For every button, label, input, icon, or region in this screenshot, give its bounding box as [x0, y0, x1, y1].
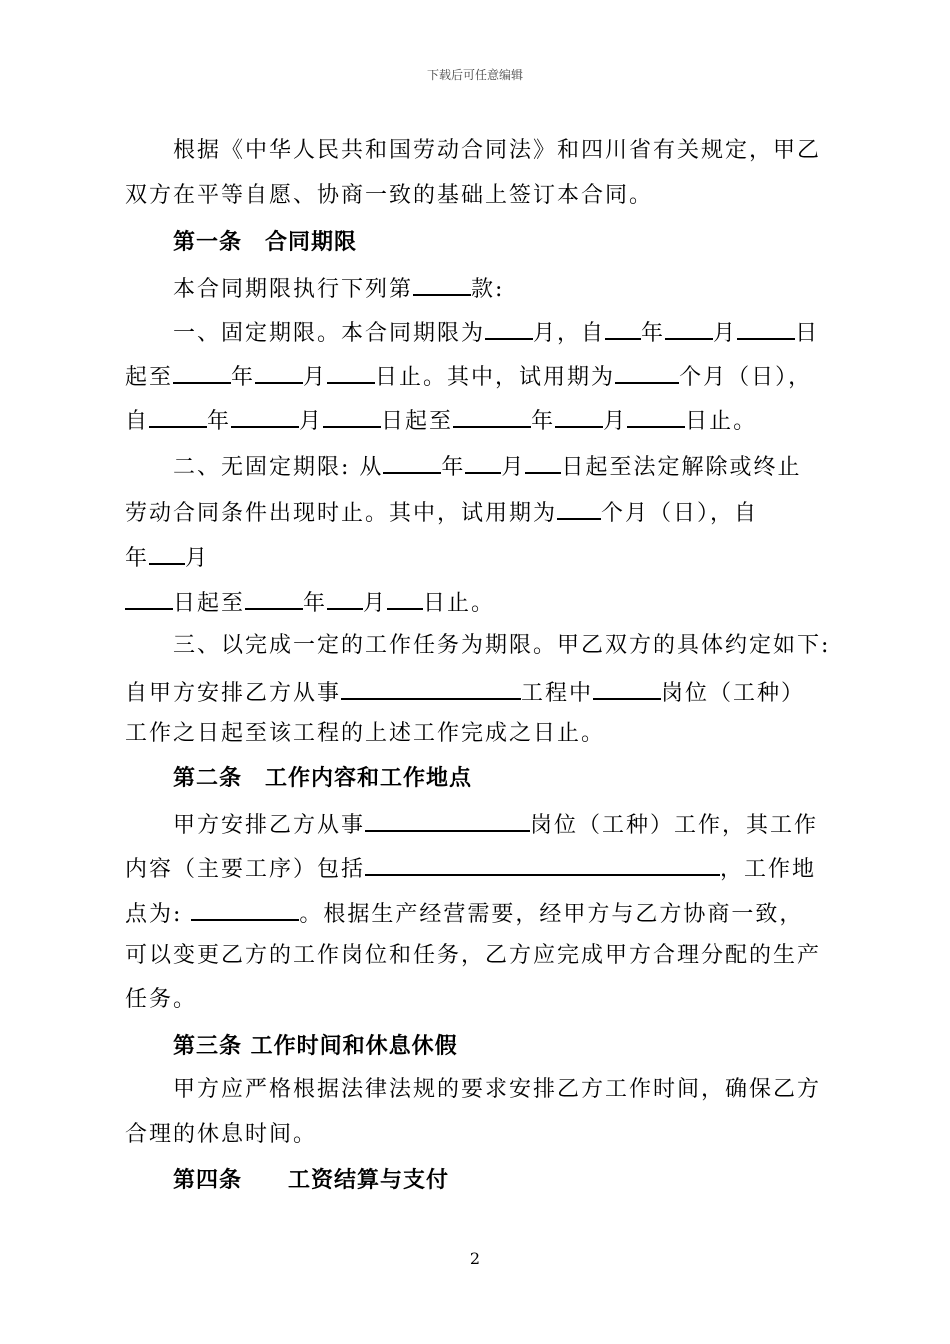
task-term-line-1: 三、以完成一定的工作任务为期限。甲乙双方的具体约定如下:: [173, 633, 831, 658]
page-header: 下载后可任意编辑: [426, 68, 523, 82]
article-2-heading: 第二条 工作内容和工作地点: [173, 765, 473, 791]
text-run: 年: [207, 409, 232, 434]
text-run: 月: [603, 409, 628, 434]
text-run: 自甲方安排乙方从事: [125, 681, 342, 706]
text-run: 日止。其中，试用期为: [375, 365, 616, 390]
text-run: 二、无固定期限: 从: [173, 455, 384, 480]
fill-blank: [341, 676, 521, 700]
fixed-term-line-2: [125, 360, 812, 392]
article-1-choose-line: [173, 272, 504, 304]
text-run: 年: [641, 321, 666, 346]
article-3-line-2: 合理的休息时间。: [125, 1122, 318, 1147]
fill-blank: [323, 404, 381, 428]
text-run: 起至: [125, 365, 174, 390]
article-2-line-1: [173, 808, 818, 840]
fill-blank: [605, 316, 641, 340]
text-run: 自: [125, 409, 150, 434]
fill-blank: [593, 676, 661, 700]
fill-blank: [191, 897, 299, 921]
fill-blank: [387, 586, 423, 610]
fixed-term-line-3: [125, 404, 757, 436]
fill-blank: [327, 586, 363, 610]
text-run: 年: [303, 591, 328, 616]
text-run: 月: [303, 365, 328, 390]
fill-blank: [627, 404, 685, 428]
text-run: 日: [795, 321, 820, 346]
fill-blank: [555, 404, 603, 428]
open-term-line-1: [173, 450, 801, 482]
fill-blank: [557, 496, 601, 520]
text-run: 年: [231, 365, 256, 390]
text-run: 日起至法定解除或终止: [561, 455, 802, 480]
article-2-line-4: 可以变更乙方的工作岗位和任务，乙方应完成甲方合理分配的生产: [125, 943, 822, 968]
fill-blank: [327, 360, 375, 384]
text-run: 日起至: [173, 591, 246, 616]
fill-blank: [231, 404, 299, 428]
text-run: 年: [441, 455, 466, 480]
text-run: 月: [185, 546, 210, 571]
fill-blank: [245, 586, 303, 610]
open-term-line-2: [125, 496, 758, 528]
fill-blank: [365, 852, 720, 876]
text-run: 个月（日），: [679, 365, 813, 390]
fill-blank: [149, 541, 185, 565]
text-run: 月，自: [533, 321, 606, 346]
fill-blank: [665, 316, 713, 340]
fill-blank: [615, 360, 679, 384]
text-run: 劳动合同条件出现时止。其中，试用期为: [125, 501, 558, 526]
page-number: 2: [469, 1249, 481, 1268]
text-run: 日起至: [381, 409, 454, 434]
text-run: 月: [299, 409, 324, 434]
fill-blank: [485, 316, 533, 340]
text-run: 甲方安排乙方从事: [173, 813, 366, 838]
text-run: 点为:: [125, 902, 192, 927]
fill-blank: [465, 450, 501, 474]
article-1-heading: 第一条 合同期限: [173, 229, 358, 255]
text-run: 内容（主要工序）包括: [125, 857, 366, 882]
text-run: 工程中: [521, 681, 594, 706]
fixed-term-line-1: [173, 316, 819, 348]
fill-blank: [173, 360, 231, 384]
text-run: 月: [713, 321, 738, 346]
open-term-line-4: [125, 586, 495, 618]
text-run: 日止。: [423, 591, 496, 616]
fill-blank: [125, 586, 173, 610]
text-run: 年: [125, 546, 150, 571]
text-run: 。根据生产经营需要，经甲方与乙方协商一致，: [299, 902, 804, 927]
text-run: 岗位（工种）工作，其工作: [530, 813, 819, 838]
text-run: 个月（日），自: [601, 501, 759, 526]
text-run: 年: [531, 409, 556, 434]
fill-blank: [365, 808, 530, 832]
text-run: 岗位（工种）: [661, 681, 806, 706]
text-run: 月: [363, 591, 388, 616]
fill-blank: [525, 450, 561, 474]
text-run: 一、固定期限。本合同期限为: [173, 321, 486, 346]
text-run: 款:: [471, 277, 505, 302]
article-4-heading: 第四条 工资结算与支付: [173, 1167, 450, 1193]
text-run: 月: [501, 455, 526, 480]
fill-blank: [149, 404, 207, 428]
article-3-line-1: 甲方应严格根据法律法规的要求安排乙方工作时间，确保乙方: [173, 1077, 822, 1102]
article-2-line-2: [125, 852, 816, 884]
text-run: 日止。: [685, 409, 758, 434]
fill-blank: [453, 404, 531, 428]
fill-blank: [383, 450, 441, 474]
text-run: 本合同期限执行下列第: [173, 277, 414, 302]
task-term-line-3: 工作之日起至该工程的上述工作完成之日止。: [125, 721, 606, 746]
intro-line-1: 根据《中华人民共和国劳动合同法》和四川省有关规定，甲乙: [173, 138, 822, 163]
intro-line-2: 双方在平等自愿、协商一致的基础上签订本合同。: [125, 183, 654, 208]
fill-blank: [255, 360, 303, 384]
article-2-line-5: 任务。: [125, 987, 198, 1012]
article-2-line-3: [125, 897, 803, 929]
article-3-heading: 第三条 工作时间和休息休假: [173, 1033, 458, 1059]
text-run: ，工作地: [720, 857, 817, 882]
open-term-line-3: [125, 541, 209, 573]
fill-blank: [737, 316, 795, 340]
task-term-line-2: [125, 676, 805, 708]
fill-blank: [413, 272, 471, 296]
